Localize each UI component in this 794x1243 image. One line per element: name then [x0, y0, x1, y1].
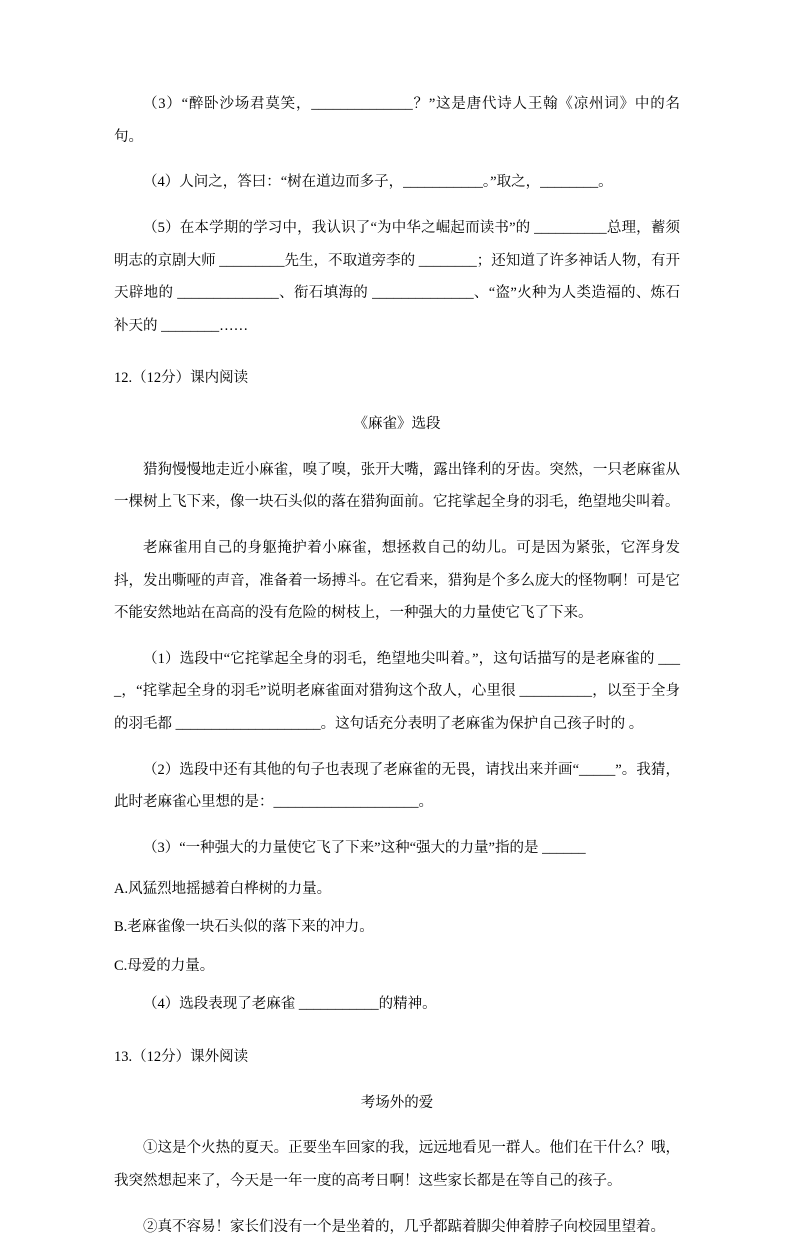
question-12-header: 12.（12分）课内阅读 [114, 362, 680, 395]
question-13-header: 13.（12分）课外阅读 [114, 1041, 680, 1074]
option-b: B.老麻雀像一块石头似的落下来的冲力。 [114, 911, 680, 944]
question-12-sub-3: （3）“一种强大的力量使它飞了下来”这种“强大的力量”指的是 ______ [114, 832, 680, 865]
question-11-sub-3: （3）“醉卧沙场君莫笑，______________？”这是唐代诗人王翰《凉州词》中的名句。 [114, 88, 680, 153]
reading-paragraph-3: ①这是个火热的夏天。正要坐车回家的我，远远地看见一群人。他们在干什么？哦，我突然想起来了，今天是一年一度的高考日啊！这些家长都是在等自己的孩子。 [114, 1132, 680, 1197]
question-11-sub-5: （5）在本学期的学习中，我认识了“为中华之崛起而读书”的 __________总理，蓄须明志的京剧大师 _________先生，不取道旁李的 ________；还知道了许多神话人物，有开天辟地的 ______________、衔石填海的 ______________、“盗”火种为人类造福的、炼石补天的 ________…… [114, 212, 680, 343]
question-12-sub-4: （4）选段表现了老麻雀 ___________的精神。 [114, 988, 680, 1021]
question-11-sub-4: （4）人问之，答曰：“树在道边而多子，___________。”取之，________。 [114, 166, 680, 199]
option-c: C.母爱的力量。 [114, 950, 680, 983]
option-a: A.风猛烈地摇撼着白桦树的力量。 [114, 873, 680, 906]
question-12-sub-1: （1）选段中“它挓挲起全身的羽毛，绝望地尖叫着。”，这句话描写的是老麻雀的 ____，“挓挲起全身的羽毛”说明老麻雀面对猎狗这个敌人，心里很 __________，以至于全身的羽毛都 ____________________。这句话充分表明了老麻雀为保护自己孩子时的 。 [114, 643, 680, 741]
reading-paragraph-2: 老麻雀用自己的身躯掩护着小麻雀，想拯救自己的幼儿。可是因为紧张，它浑身发抖，发出嘶哑的声音，准备着一场搏斗。在它看来，猎狗是个多么庞大的怪物啊！可是它不能安然地站在高高的没有危险的树枝上，一种强大的力量使它飞了下来。 [114, 532, 680, 630]
reading-paragraph-4: ②真不容易！家长们没有一个是坐着的，几乎都踮着脚尖伸着脖子向校园里望着。 [114, 1211, 680, 1243]
reading-title-exam-love: 考场外的爱 [114, 1087, 680, 1120]
reading-title-sparrow: 《麻雀》选段 [114, 408, 680, 441]
reading-paragraph-1: 猎狗慢慢地走近小麻雀，嗅了嗅，张开大嘴，露出锋利的牙齿。突然，一只老麻雀从一棵树上飞下来，像一块石头似的落在猎狗面前。它挓挲起全身的羽毛，绝望地尖叫着。 [114, 454, 680, 519]
question-12-sub-2: （2）选段中还有其他的句子也表现了老麻雀的无畏，请找出来并画“_____”。我猜，此时老麻雀心里想的是：____________________。 [114, 754, 680, 819]
